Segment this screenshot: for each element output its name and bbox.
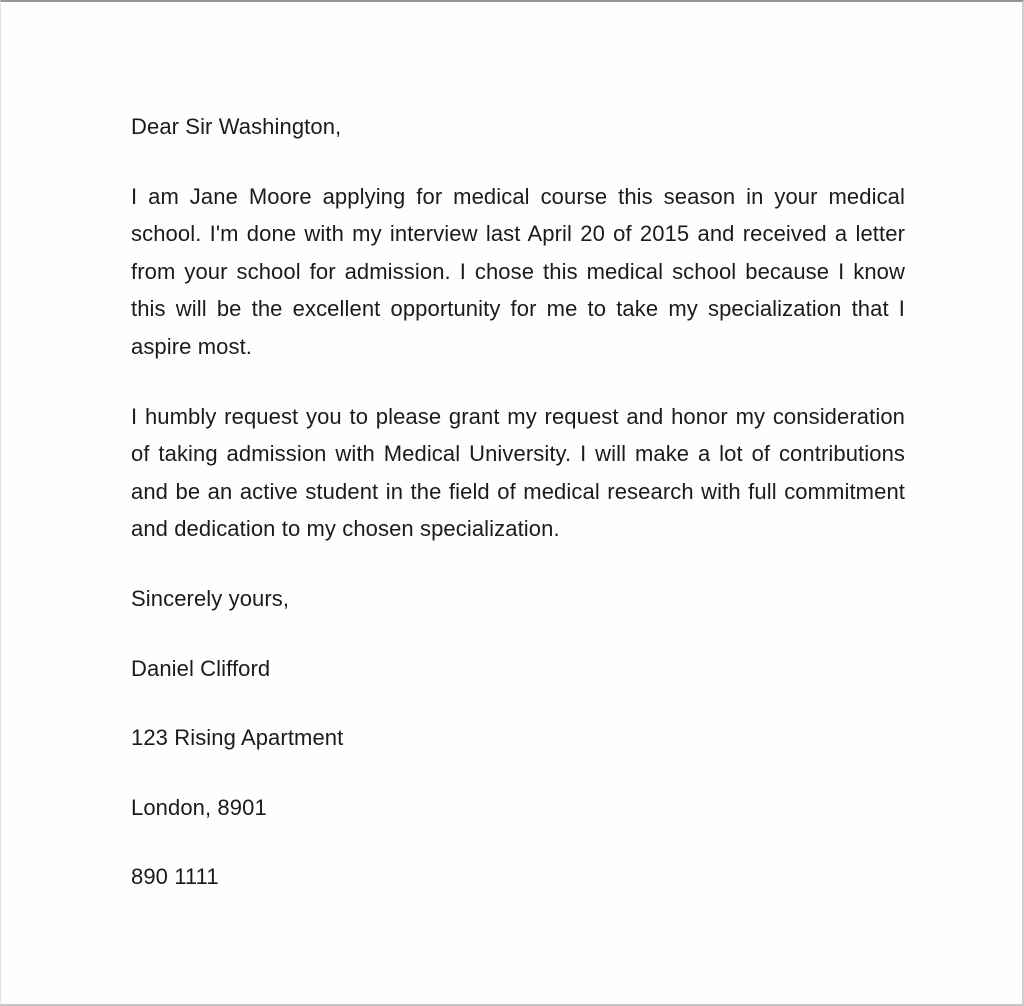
signature-phone: 890 1111 xyxy=(131,864,219,890)
body-paragraph-2: I humbly request you to please grant my request and honor my consideration of taking admission with Medical University. I will make a lot of contributions and be an active student in the field of medical research with full commitment and dedication to my chosen specialization. xyxy=(131,403,905,542)
closing: Sincerely yours, xyxy=(131,585,290,611)
salutation: Dear Sir Washington, xyxy=(131,114,342,139)
signature-city-zip: London, 8901 xyxy=(131,794,267,820)
signature-name: Daniel Clifford xyxy=(131,655,271,681)
signature-address: 123 Rising Apartment xyxy=(131,725,344,751)
letter-content xyxy=(1,2,1022,896)
body-paragraph-1: I am Jane Moore applying for medical course this season in your medical school. I'm done with my interview last April 20 of 2015 and received a letter from your school for admission. I chose this medical school because I know this will be the excellent opportunity for me to take my specialization that I aspire most. xyxy=(131,183,905,359)
